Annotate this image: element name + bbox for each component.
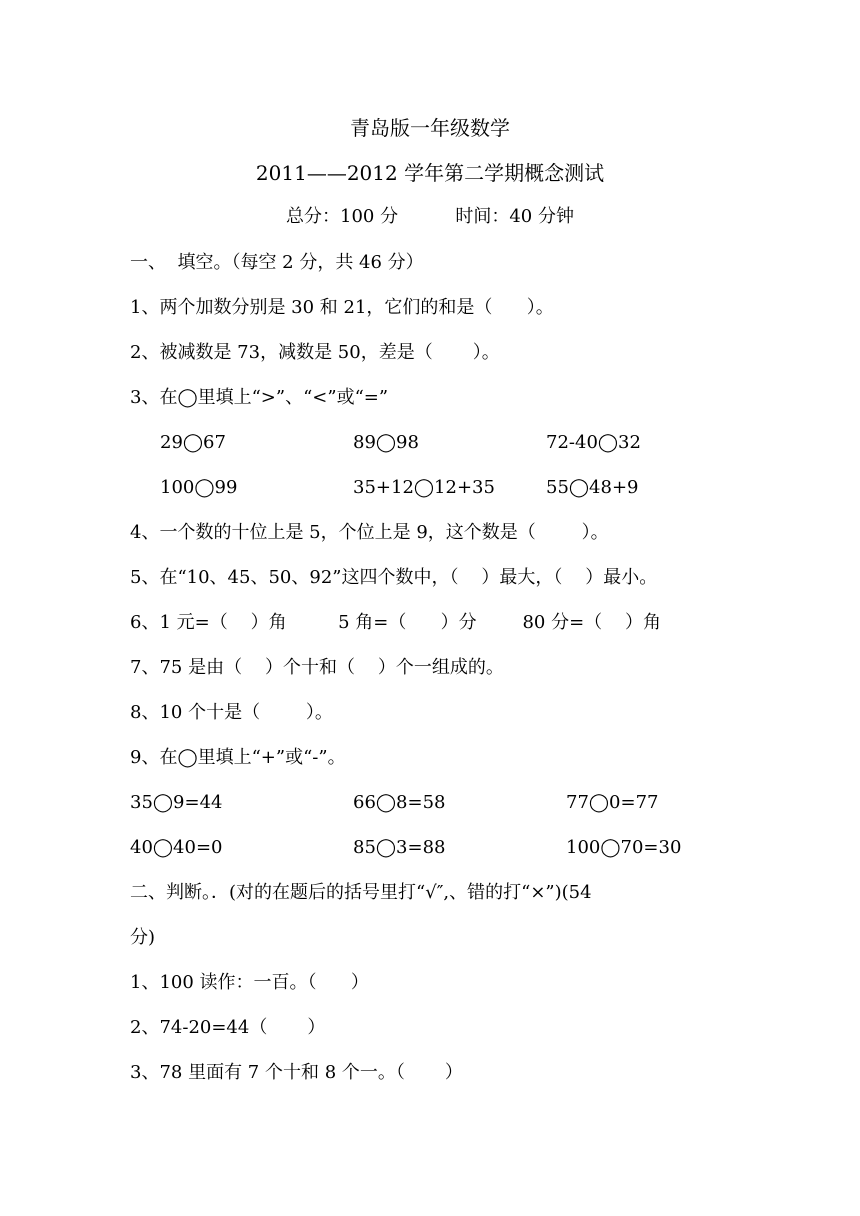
compare-item: 55◯48+9: [546, 477, 639, 498]
question-2-3: 3、78 里面有 7 个十和 8 个一。（ ）: [130, 1062, 463, 1083]
question-1-2: 2、被减数是 73，减数是 50，差是（ ）。: [130, 342, 500, 363]
exam-title: 青岛版一年级数学: [350, 116, 510, 140]
section-2-heading-continued: 分): [130, 927, 156, 948]
question-1-3: 3、在◯里填上“>”、“<”或“=”: [130, 387, 389, 408]
operator-item: 100◯70=30: [566, 837, 682, 858]
question-1-8: 8、10 个十是（ ）。: [130, 702, 333, 723]
compare-item: 29◯67: [160, 432, 226, 453]
compare-item: 35+12◯12+35: [353, 477, 495, 498]
question-1-4: 4、一个数的十位上是 5，个位上是 9，这个数是（ ）。: [130, 522, 609, 543]
compare-item: 72-40◯32: [546, 432, 641, 453]
operator-item: 40◯40=0: [130, 837, 223, 858]
exam-subtitle: 2011——2012 学年第二学期概念测试: [255, 161, 605, 185]
compare-item: 89◯98: [353, 432, 419, 453]
compare-item: 100◯99: [160, 477, 238, 498]
operator-item: 66◯8=58: [353, 792, 446, 813]
operator-item: 85◯3=88: [353, 837, 446, 858]
question-1-6: 6、1 元=（ ）角 5 角=（ ）分 80 分=（ ）角: [130, 612, 662, 633]
section-1-heading: 一、 填空。（每空 2 分，共 46 分）: [130, 252, 424, 273]
question-1-5: 5、在“10、45、50、92”这四个数中，（ ）最大，（ ）最小。: [130, 567, 658, 588]
operator-item: 35◯9=44: [130, 792, 223, 813]
question-2-2: 2、74-20=44（ ）: [130, 1017, 326, 1038]
question-1-1: 1、两个加数分别是 30 和 21，它们的和是（ ）。: [130, 297, 554, 318]
section-2-heading: 二、判断。．(对的在题后的括号里打“√″,、错的打“×”)(54: [130, 882, 592, 903]
question-1-7: 7、75 是由（ ）个十和（ ）个一组成的。: [130, 657, 504, 678]
question-2-1: 1、100 读作：一百。（ ）: [130, 972, 369, 993]
operator-item: 77◯0=77: [566, 792, 659, 813]
score-and-time: 总分：100 分 时间：40 分钟: [286, 206, 574, 227]
question-1-9: 9、在◯里填上“+”或“-”。: [130, 747, 346, 768]
